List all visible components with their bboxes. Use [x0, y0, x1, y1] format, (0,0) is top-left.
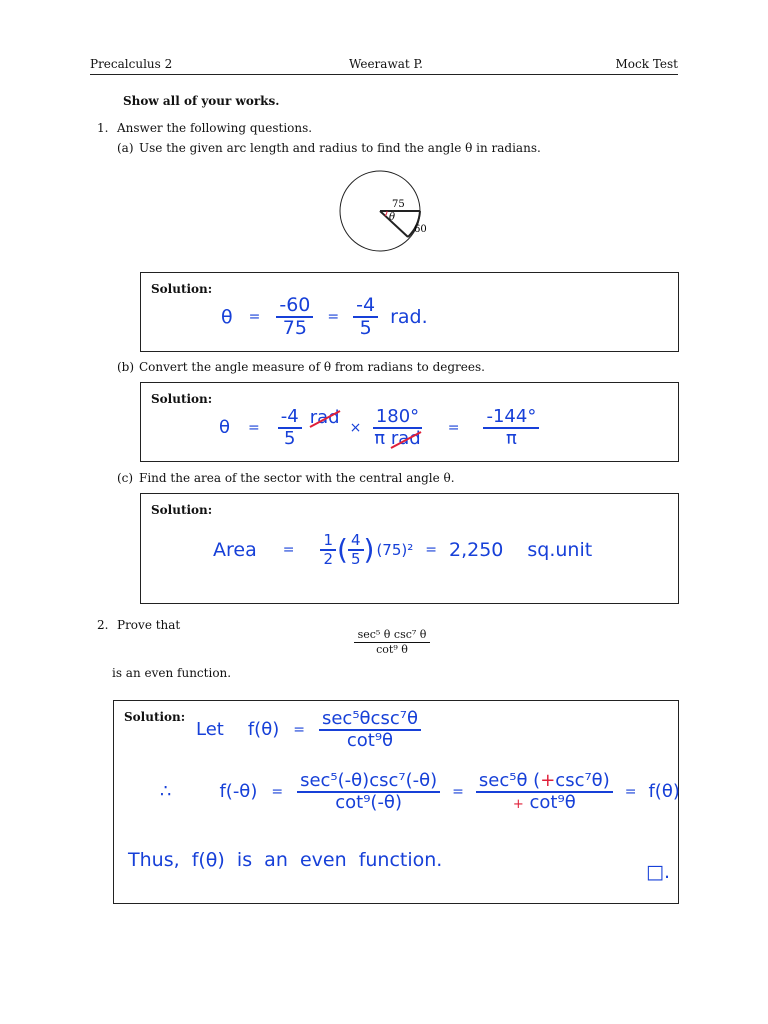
equals-sign: =	[271, 783, 284, 800]
cancelled-rad: rad	[309, 407, 340, 428]
q1-number: 1.	[97, 121, 109, 135]
result-f-theta: f(θ)	[648, 781, 680, 803]
equals-sign: =	[248, 419, 260, 436]
fraction-denominator: 75	[282, 316, 307, 339]
q1c-text: Find the area of the sector with the central angle θ.	[139, 471, 455, 485]
equals-sign: =	[447, 419, 460, 436]
solution-a-work	[221, 295, 428, 339]
solution-c-work: Area = $\frac{1}{2}$ ( $\frac{4}{5}$ ) (75)² = 2,250 sq.unit	[213, 531, 593, 568]
equals-sign: =	[624, 783, 637, 800]
definition-fraction	[319, 709, 421, 751]
angle-label: θ	[389, 212, 396, 223]
radius-squared: (75)²	[376, 540, 414, 559]
q2-number: 2.	[97, 618, 109, 632]
qed-symbol: □.	[646, 861, 670, 883]
instructions: Show all of your works.	[123, 94, 280, 108]
header-test-type: Mock Test	[615, 57, 678, 71]
q1-prompt: Answer the following questions.	[117, 121, 313, 135]
fraction-180-pi	[371, 407, 423, 449]
q1a-label: (a)	[117, 141, 134, 155]
proof-line-2	[160, 771, 680, 813]
sign-mark: +	[540, 770, 556, 791]
solution-box-b	[140, 382, 679, 462]
header-author: Weerawat P.	[349, 57, 423, 71]
simplified-fraction	[476, 771, 613, 813]
fraction-denominator: 5	[359, 316, 372, 339]
function-f-theta: f(θ)	[247, 719, 280, 741]
fraction-numerator: sec⁵θcsc⁷θ	[319, 709, 421, 731]
fraction-numerator: -60	[276, 295, 313, 318]
area-word: Area	[213, 538, 257, 561]
equals-sign: =	[425, 541, 437, 558]
sign-mark: +	[512, 796, 524, 812]
fraction-144-pi	[483, 407, 539, 449]
proof-conclusion: Thus, f(θ) is an even function.	[128, 849, 443, 871]
theta-symbol: θ	[221, 305, 233, 328]
fraction-denominator: 5	[284, 427, 296, 449]
q1b-text: Convert the angle measure of θ from radians to degrees.	[139, 360, 485, 374]
proof-line-1	[196, 709, 421, 751]
q1b-label: (b)	[117, 360, 135, 374]
fraction-4-5	[278, 407, 302, 449]
solution-label-2: Solution:	[124, 710, 186, 724]
fraction-denominator: 2	[323, 549, 334, 568]
solution-box-a	[140, 272, 679, 352]
function-f-neg-theta: f(-θ)	[219, 781, 258, 803]
times-sign: ×	[349, 419, 362, 436]
pi-symbol: π	[374, 427, 386, 449]
solution-label-b: Solution:	[151, 392, 213, 406]
fraction-numerator: 1	[320, 532, 336, 551]
fraction-numerator: 4	[348, 532, 364, 551]
fraction-denominator: + cot⁹θ	[512, 791, 576, 813]
area-unit: sq.unit	[527, 538, 593, 561]
arc-length-label: 75	[392, 199, 405, 210]
q1c-label: (c)	[117, 471, 134, 485]
area-result: 2,250	[448, 538, 504, 561]
trig-fraction	[354, 628, 431, 658]
fraction-numerator: -144°	[483, 407, 539, 429]
fraction-denominator: π	[505, 427, 517, 449]
fraction-numerator: sec⁵(-θ)csc⁷(-θ)	[297, 771, 440, 793]
fraction-denominator: cot⁹(-θ)	[335, 791, 402, 813]
header-course: Precalculus 2	[90, 57, 173, 71]
header-rule	[90, 74, 678, 75]
q1a-text: Use the given arc length and radius to find the angle θ in radians.	[139, 141, 541, 155]
solution-box-2	[113, 700, 679, 904]
fraction-numerator: 180°	[373, 407, 422, 429]
fraction-denominator	[371, 429, 423, 449]
fraction-denominator: cot⁹θ	[346, 729, 394, 751]
q2-prompt: Prove that	[117, 618, 181, 632]
sector-figure	[330, 165, 440, 260]
fraction-numerator: sec⁵θ (+csc⁷θ)	[476, 771, 613, 793]
solution-box-c	[140, 493, 679, 604]
substituted-fraction	[297, 771, 440, 813]
q2-expression	[352, 628, 432, 658]
fraction-numerator: -4	[278, 407, 302, 429]
equals-sign: =	[248, 308, 261, 325]
therefore-symbol: ∴	[160, 781, 172, 803]
unit-rad: rad.	[390, 305, 428, 328]
solution-label-c: Solution:	[151, 503, 213, 517]
let-word: Let	[196, 719, 224, 741]
equals-sign: =	[452, 783, 464, 800]
equals-sign: =	[293, 721, 305, 738]
equals-sign: =	[282, 541, 295, 558]
fraction-numerator: sec⁵ θ csc⁷ θ	[354, 628, 431, 643]
fraction-numerator: -4	[353, 295, 378, 318]
solution-label-a: Solution:	[151, 282, 213, 296]
fraction-4-5	[348, 532, 364, 567]
equals-sign: =	[327, 308, 340, 325]
fraction-60-75	[276, 295, 313, 339]
theta-symbol: θ	[219, 417, 231, 439]
cancelled-rad: rad	[390, 427, 421, 449]
fraction-4-5	[353, 295, 378, 339]
q2-tail: is an even function.	[112, 666, 232, 680]
fraction-denominator: cot⁹ θ	[376, 643, 408, 657]
solution-b-work	[219, 407, 539, 449]
radius-label: 60	[414, 224, 427, 235]
fraction-one-half	[320, 532, 336, 567]
fraction-denominator: 5	[350, 549, 361, 568]
